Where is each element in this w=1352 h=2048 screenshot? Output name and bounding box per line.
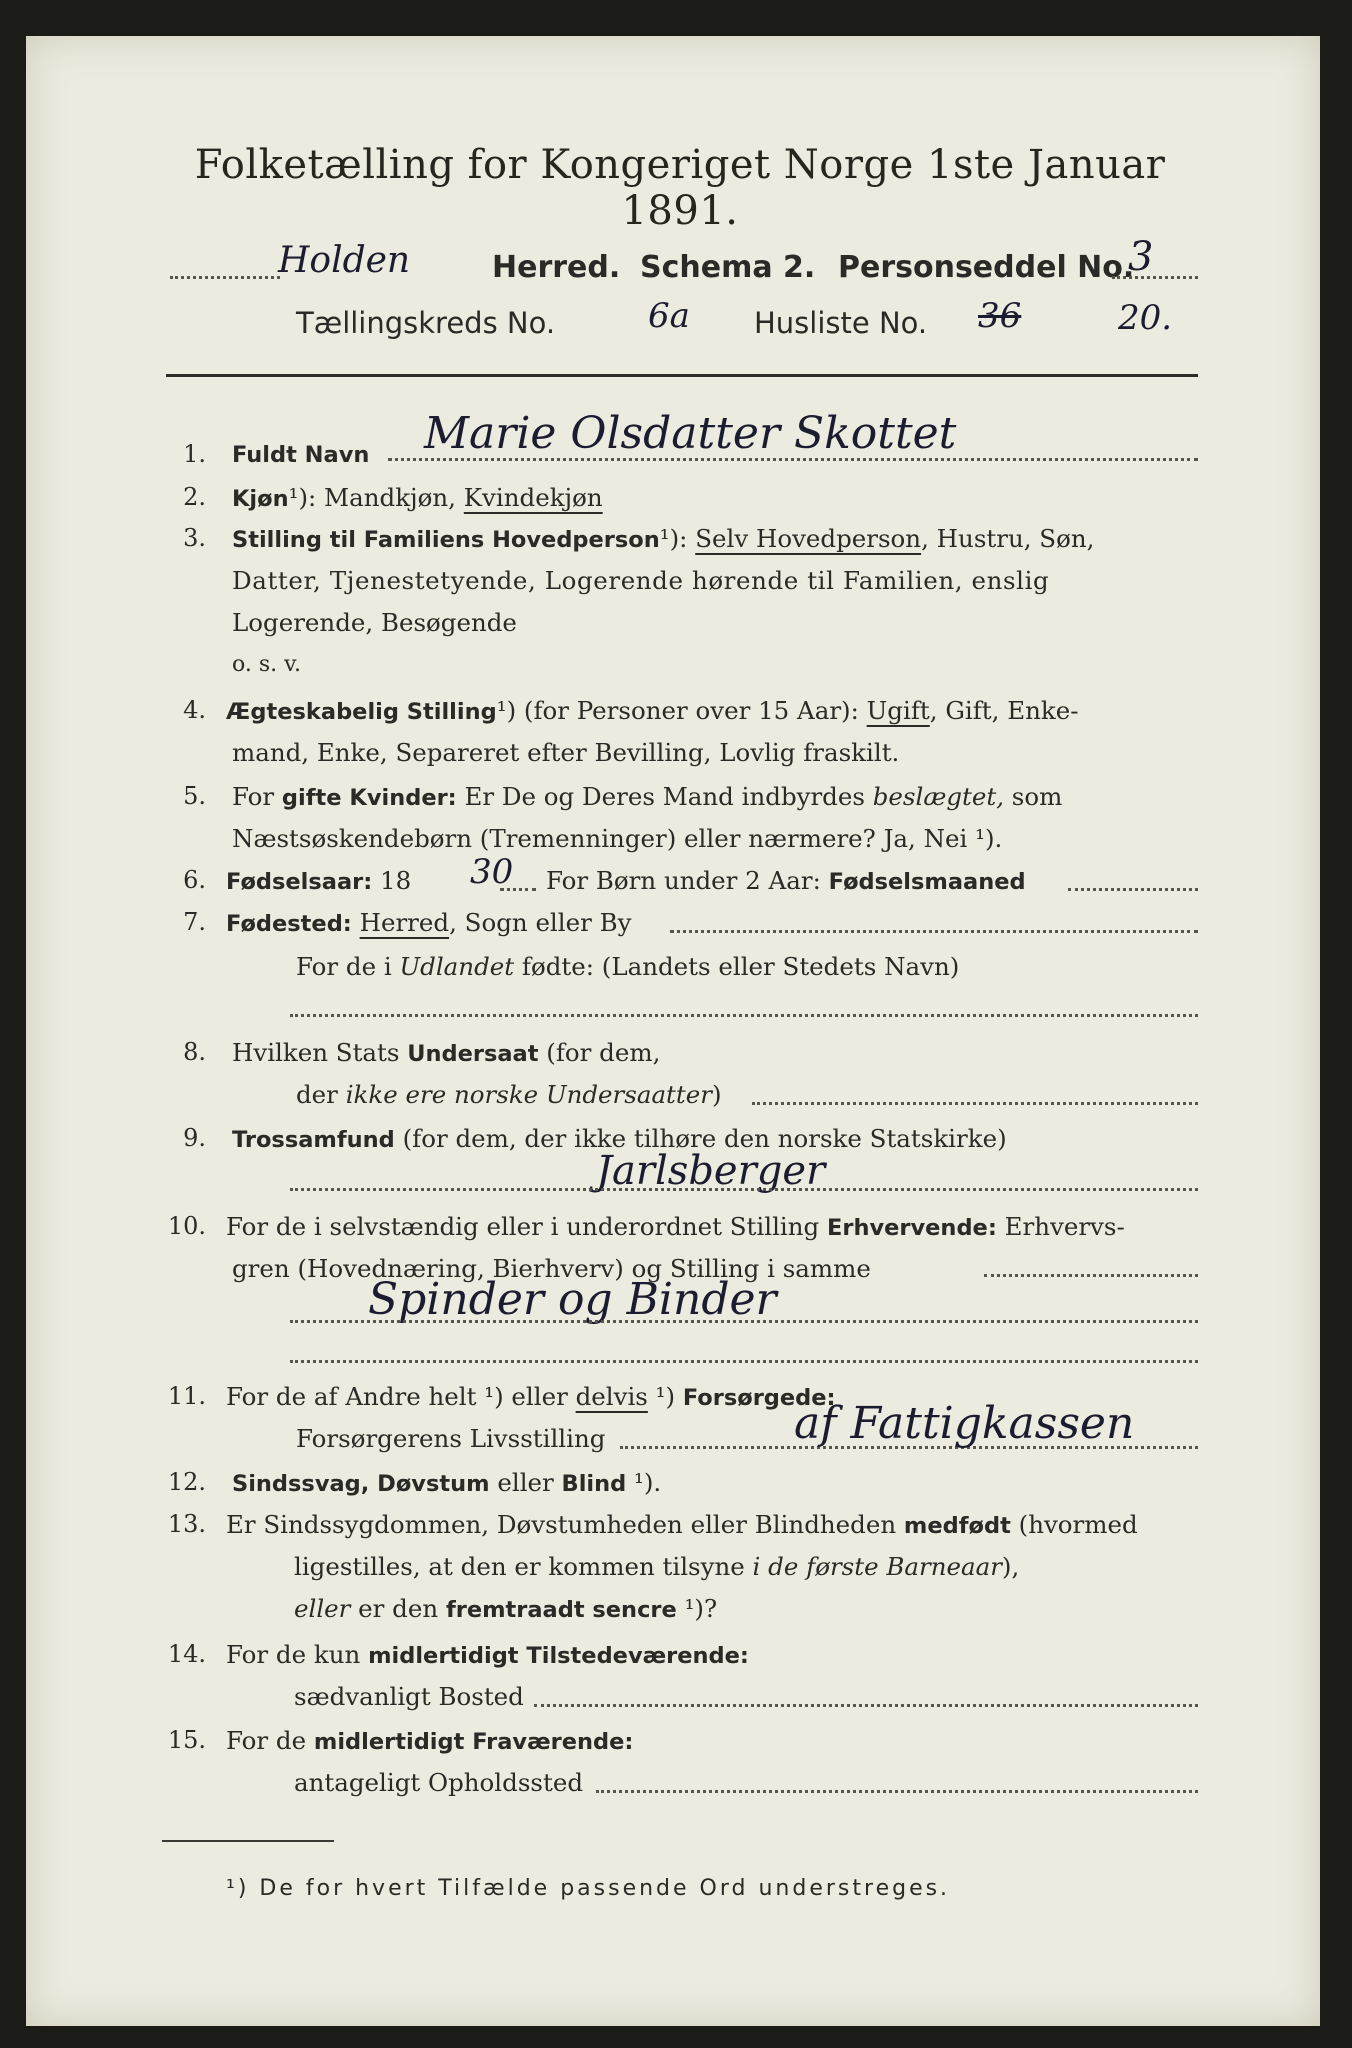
item-number: 6. bbox=[183, 866, 206, 894]
herred-label: Herred. bbox=[492, 250, 621, 285]
dotted-line bbox=[170, 276, 280, 279]
answer-religion: Jarlsberger bbox=[596, 1148, 826, 1194]
item-number: 15. bbox=[167, 1726, 206, 1754]
dotted-line bbox=[290, 1360, 1198, 1363]
question-text: Forsørgerens Livsstilling bbox=[296, 1424, 606, 1453]
item-number: 1. bbox=[183, 440, 206, 468]
item-number: 2. bbox=[183, 483, 206, 511]
form-title: Folketælling for Kongeriget Norge 1ste Januar 1891. bbox=[194, 142, 1166, 234]
personseddel-label: Personseddel No. bbox=[838, 250, 1135, 285]
question-text: der ikke ere norske Undersaatter) bbox=[296, 1080, 722, 1109]
question-married-women: For gifte Kvinder: Er De og Deres Mand indbyrdes beslægtet, som bbox=[232, 782, 1063, 811]
answer-full-name: Marie Olsdatter Skottet bbox=[424, 408, 957, 459]
dotted-line bbox=[290, 1188, 1198, 1191]
question-religion: Trossamfund (for dem, der ikke tilhøre den norske Statskirke) bbox=[232, 1124, 1007, 1153]
dotted-line bbox=[1112, 276, 1198, 279]
dotted-line bbox=[534, 1704, 1198, 1707]
question-birthplace: Fødested: Herred, Sogn eller By bbox=[226, 908, 632, 937]
dotted-line bbox=[596, 1790, 1198, 1793]
item-number: 12. bbox=[167, 1468, 206, 1496]
question-text: eller er den fremtraadt sencre ¹)? bbox=[294, 1594, 718, 1623]
question-text: sædvanligt Bosted bbox=[294, 1682, 524, 1711]
personseddel-value: 3 bbox=[1128, 234, 1154, 280]
question-supported: For de af Andre helt ¹) eller delvis ¹) Forsørgede: bbox=[226, 1382, 836, 1411]
question-occupation: For de i selvstændig eller i underordnet Stilling Erhvervende: Erhvervs- bbox=[226, 1212, 1125, 1241]
question-full-name: Fuldt Navn bbox=[232, 442, 370, 468]
item-number: 11. bbox=[167, 1382, 206, 1410]
question-birth-year: Fødselsaar: 18 bbox=[226, 866, 412, 895]
herred-value: Holden bbox=[278, 240, 411, 281]
husliste-struck-value: 36 bbox=[978, 296, 1022, 336]
dotted-line bbox=[290, 1320, 1198, 1323]
item-number: 7. bbox=[183, 908, 206, 936]
item-number: 13. bbox=[167, 1510, 206, 1538]
dotted-line bbox=[752, 1102, 1198, 1105]
question-disability: Sindssvag, Døvstum eller Blind ¹). bbox=[232, 1468, 662, 1497]
question-text: Datter, Tjenestetyende, Logerende hørende til Familien, enslig bbox=[232, 566, 1050, 595]
question-birth-month: For Børn under 2 Aar: Fødselsmaaned bbox=[546, 866, 1026, 895]
header-rule bbox=[166, 374, 1198, 377]
footnote: ¹) De for hvert Tilfælde passende Ord understreges. bbox=[226, 1876, 951, 1901]
dotted-line bbox=[670, 930, 1198, 933]
dotted-line bbox=[1068, 888, 1198, 891]
question-temporary-present: For de kun midlertidigt Tilstedeværende: bbox=[226, 1640, 749, 1669]
question-text: mand, Enke, Separeret efter Bevilling, Lovlig fraskilt. bbox=[232, 738, 900, 767]
question-household-position: Stilling til Familiens Hovedperson¹): Selv Hovedperson, Hustru, Søn, bbox=[232, 524, 1095, 553]
question-gender: Kjøn¹): Mandkjøn, Kvindekjøn bbox=[232, 483, 603, 512]
question-temporary-absent: For de midlertidigt Fraværende: bbox=[226, 1726, 634, 1755]
footnote-rule bbox=[162, 1840, 334, 1842]
husliste-value: 20. bbox=[1118, 298, 1173, 338]
schema-label: Schema 2. bbox=[640, 250, 816, 285]
husliste-label: Husliste No. bbox=[754, 306, 928, 340]
dotted-line bbox=[500, 888, 536, 891]
question-text: gren (Hovednæring, Bierhverv) og Stilling i samme bbox=[232, 1254, 871, 1283]
item-number: 14. bbox=[167, 1640, 206, 1668]
question-text: antageligt Opholdssted bbox=[294, 1768, 583, 1797]
item-number: 10. bbox=[167, 1212, 206, 1240]
item-number: 4. bbox=[183, 696, 206, 724]
question-text: For de i Udlandet fødte: (Landets eller Stedets Navn) bbox=[296, 952, 960, 981]
dotted-line bbox=[984, 1274, 1198, 1277]
question-congenital: Er Sindssygdommen, Døvstumheden eller Blindheden medfødt (hvormed bbox=[226, 1510, 1138, 1539]
kreds-label: Tællingskreds No. bbox=[296, 306, 556, 340]
question-text: Logerende, Besøgende bbox=[232, 608, 517, 637]
answer-occupation: Spinder og Binder bbox=[368, 1274, 777, 1325]
item-number: 3. bbox=[183, 524, 206, 552]
dotted-line bbox=[290, 1014, 1198, 1017]
question-marital-status: Ægteskabelig Stilling¹) (for Personer over 15 Aar): Ugift, Gift, Enke- bbox=[226, 696, 1079, 725]
question-text: ligestilles, at den er kommen tilsyne i de første Barneaar), bbox=[294, 1552, 1020, 1581]
item-number: 9. bbox=[183, 1124, 206, 1152]
question-text: Næstsøskendebørn (Tremenninger) eller nærmere? Ja, Nei ¹). bbox=[232, 824, 1003, 853]
answer-supporter: af Fattigkassen bbox=[794, 1398, 1135, 1449]
answer-birth-year: 30 bbox=[470, 852, 514, 892]
item-number: 5. bbox=[183, 782, 206, 810]
item-number: 8. bbox=[183, 1038, 206, 1066]
kreds-value: 6a bbox=[648, 296, 690, 336]
question-nationality: Hvilken Stats Undersaat (for dem, bbox=[232, 1038, 661, 1067]
question-text: o. s. v. bbox=[232, 652, 301, 677]
